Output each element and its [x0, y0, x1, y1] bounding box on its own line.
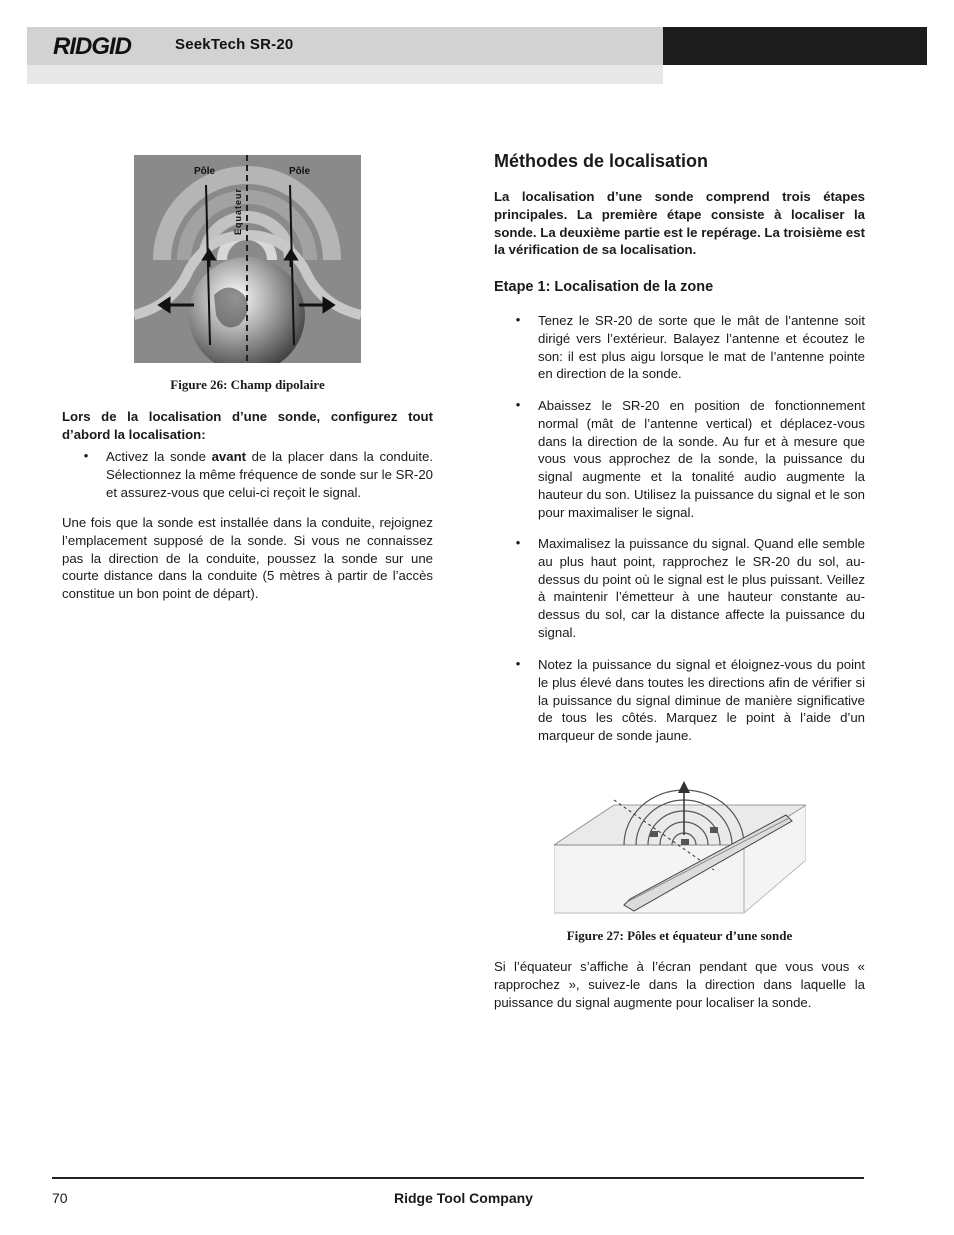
section-intro: La localisation d’une sonde comprend trois étapes principales. La première étape consiste à localiser la sonde. La deuxième partie est le repérage. La troisième est la vérification de sa localisation.: [494, 189, 865, 258]
bullet-marker: •: [515, 656, 521, 671]
bullet-text-bold: avant: [211, 449, 247, 464]
bullet-text-end: de la placer dans la conduite. Sélectionnez la même fréquence de sonde sur le SR-20 et assurez-vous que celui-ci reçoit le signal.: [106, 449, 433, 500]
document-title: SeekTech SR-20: [175, 36, 294, 53]
left-bullet-0: [106, 448, 433, 501]
footer-rule: [52, 1177, 864, 1179]
bullet-text-start: Activez la sonde: [106, 449, 212, 464]
pole-label-left: Pôle: [194, 166, 216, 177]
header-dark-block: [663, 27, 927, 65]
equator-label: Equateur: [233, 187, 243, 235]
figure-26-caption: Figure 26: Champ dipolaire: [170, 377, 325, 392]
svg-text:RIDGID: RIDGID: [53, 33, 131, 60]
bullet-marker: •: [515, 312, 521, 327]
left-paragraph: Une fois que la sonde est installée dans la conduite, rejoignez l’emplacement supposé de la sonde. Si vous ne connaissez pas la direction de la conduite, poussez la sonde sur une courte distance dans la conduite (5 mètres à partir de l’accès constitue un bon point de départ).: [62, 515, 433, 602]
company-name: Ridge Tool Company: [394, 1190, 533, 1206]
step-bullet-0: Tenez le SR-20 de sorte que le mât de l’antenne soit dirigé vers l’extérieur. Balayez l’antenne et écoutez le son: il est plus aigu lorsque le mat de l’antenne pointe en direction de la sonde.: [538, 313, 865, 382]
ridgid-logo: [52, 32, 148, 60]
right-paragraph: Si l’équateur s’affiche à l’écran pendant que vous vous « rapprochez », suivez-le dans la direction dans laquelle la puissance du signal augmente pour localiser la sonde.: [494, 959, 865, 1010]
figure-dipole-field: [134, 155, 361, 363]
left-intro: Lors de la localisation d’une sonde, configurez tout d’abord la localisation:: [62, 409, 433, 442]
step-bullet-3: Notez la puissance du signal et éloignez-vous du point le plus élevé dans toutes les directions afin de vérifier si la puissance du signal diminue de manière significative de tous les côtés. Marquez le point à l’aide d’un marqueur de sonde jaune.: [538, 657, 865, 744]
step-bullet-2: Maximalisez la puissance du signal. Quand elle semble au plus haut point, rapprochez le SR-20 du sol, au-dessus du point où le signal est le plus puissant. Veillez à maintenir l’émetteur à une hauteur constante au-dessus du sol, car la distance affecte la puissance du signal.: [538, 536, 865, 640]
bullet-marker: •: [83, 448, 89, 463]
step-title: Etape 1: Localisation de la zone: [494, 279, 714, 295]
figure-27-caption: Figure 27: Pôles et équateur d’une sonde: [566, 928, 793, 943]
step-bullet-1: Abaissez le SR-20 en position de fonctionnement normal (mât de l’antenne vertical) et déplacez-vous dans la direction de la sonde. Au fur et à mesure que vous vous approchez de la sonde, la puissance du signal augmente et la tonalité audio augmente la hauteur du son. Utilisez la puissance du signal et le son pour maximaliser le signal.: [538, 398, 865, 520]
figure-sonde-poles: [554, 765, 806, 915]
pole-label-right: Pôle: [289, 166, 311, 177]
header-stripe: [27, 65, 663, 84]
page-number: 70: [52, 1190, 68, 1206]
section-title: Méthodes de localisation: [494, 151, 709, 171]
bullet-marker: •: [515, 397, 521, 412]
bullet-marker: •: [515, 535, 521, 550]
